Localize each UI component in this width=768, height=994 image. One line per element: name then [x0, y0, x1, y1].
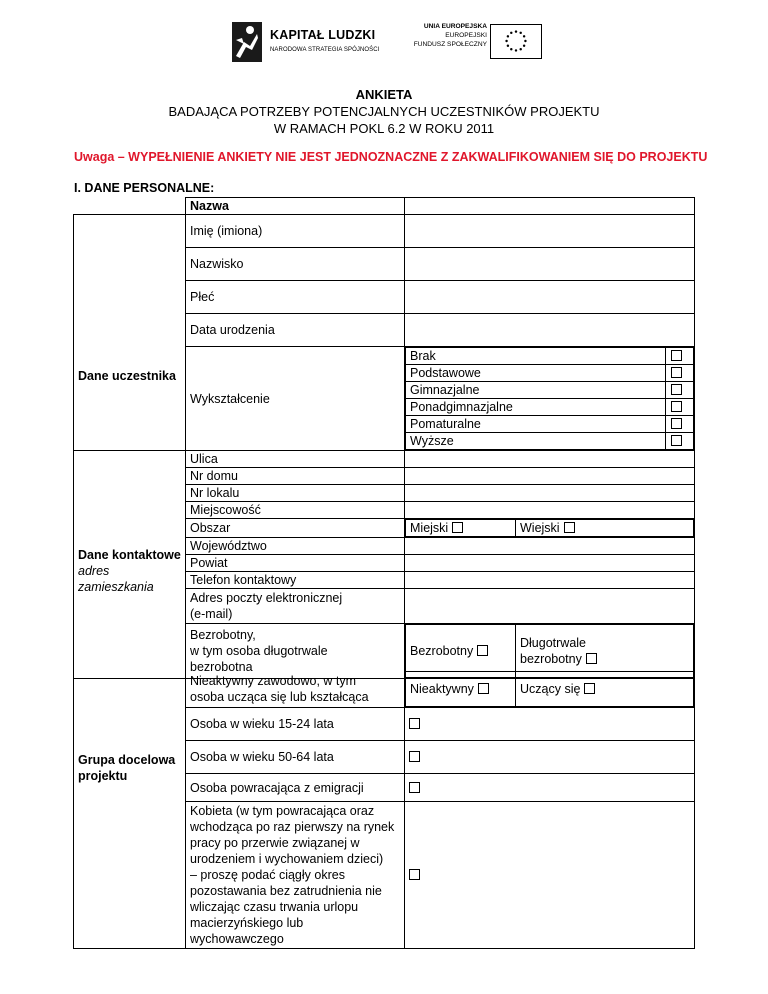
kapital-ludzki-title: KAPITAŁ LUDZKI — [270, 28, 376, 42]
header-empty-cell — [74, 198, 186, 215]
label-woman-line-9: wychowawczego — [190, 932, 284, 946]
eu-line-1: UNIA EUROPEJSKA — [423, 23, 487, 30]
group-target-label-line-2: projektu — [78, 769, 128, 783]
checkbox-longterm-unemployed[interactable] — [586, 653, 597, 664]
kapital-ludzki-subtitle: NARODOWA STRATEGIA SPÓJNOŚCI — [270, 47, 380, 53]
label-flat-no: Nr lokalu — [186, 485, 405, 502]
group-contact — [74, 451, 186, 679]
area-urban-cell — [406, 520, 516, 537]
label-woman-line-3: pracy po przerwie związanej w — [190, 836, 360, 850]
inactive-cell — [406, 672, 516, 707]
label-inactive — [186, 671, 405, 708]
unemployed-cell — [406, 625, 516, 678]
longterm-line-1: Długotrwale — [520, 636, 587, 650]
inactive-options-split — [405, 671, 694, 707]
title-block — [0, 86, 768, 137]
label-inactive-line-2: osoba ucząca się lub kształcąca — [190, 690, 369, 704]
personal-data-table — [73, 197, 695, 679]
group-participant-label: Dane uczestnika — [78, 368, 176, 383]
kapital-ludzki-mark-icon — [230, 20, 264, 64]
input-street[interactable] — [405, 451, 695, 468]
row-first-name — [74, 215, 695, 248]
section-title: I. DANE PERSONALNE: — [74, 181, 215, 195]
checkbox-edu-brak[interactable] — [671, 350, 682, 361]
label-area: Obszar — [186, 519, 405, 538]
eu-line-3: FUNDUSZ SPOŁECZNY — [413, 41, 487, 48]
label-woman-line-7: wliczając czasu trwania urlopu — [190, 900, 359, 914]
input-birth-date[interactable] — [405, 314, 695, 347]
label-last-name: Nazwisko — [186, 248, 405, 281]
input-house-no[interactable] — [405, 468, 695, 485]
checkbox-edu-gimnazjalne[interactable] — [671, 384, 682, 395]
edu-option-pomaturalne: Pomaturalne — [406, 416, 666, 433]
checkbox-woman[interactable] — [409, 869, 420, 880]
emigration-cell — [405, 774, 695, 802]
logo-bar — [0, 18, 768, 68]
label-birth-date: Data urodzenia — [186, 314, 405, 347]
unemployed-option-label: Bezrobotny — [410, 644, 474, 658]
checkbox-learning[interactable] — [584, 683, 595, 694]
checkbox-age-50-64[interactable] — [409, 751, 420, 762]
input-phone[interactable] — [405, 572, 695, 589]
education-options — [405, 347, 695, 451]
eu-text — [414, 22, 487, 49]
area-rural-label: Wiejski — [520, 521, 560, 535]
checkbox-area-urban[interactable] — [452, 522, 463, 533]
label-age-15-24: Osoba w wieku 15-24 lata — [186, 708, 405, 741]
label-email — [186, 589, 405, 624]
edu-option-gimnazjalne: Gimnazjalne — [406, 382, 666, 399]
label-house-no: Nr domu — [186, 468, 405, 485]
inactive-options-row — [406, 672, 694, 707]
age-50-64-cell — [405, 741, 695, 774]
edu-option-row — [406, 382, 694, 399]
label-unemployed-line-3: bezrobotna — [190, 660, 253, 674]
input-last-name[interactable] — [405, 248, 695, 281]
education-options-list — [405, 347, 694, 450]
label-city: Miejscowość — [186, 502, 405, 519]
label-woman-line-6: pozostawania bez zatrudnienia nie — [190, 884, 382, 898]
column-header-nazwa: Nazwa — [186, 198, 405, 215]
row-inactive — [74, 671, 695, 708]
input-voivodeship[interactable] — [405, 538, 695, 555]
area-urban-label: Miejski — [410, 521, 449, 535]
longterm-line-2: bezrobotny — [520, 652, 582, 666]
label-woman-line-1: Kobieta (w tym powracająca oraz — [190, 804, 375, 818]
edu-option-row — [406, 348, 694, 365]
edu-option-row — [406, 433, 694, 450]
group-contact-label: Dane kontaktowe — [78, 547, 181, 562]
edu-option-row — [406, 365, 694, 382]
learning-option-label: Uczący się — [520, 682, 581, 696]
input-city[interactable] — [405, 502, 695, 519]
checkbox-edu-podstawowe[interactable] — [671, 367, 682, 378]
edu-option-ponadgimnazjalne: Ponadgimnazjalne — [406, 399, 666, 416]
label-unemployed-line-2: w tym osoba długotrwale — [190, 644, 328, 658]
label-phone: Telefon kontaktowy — [186, 572, 405, 589]
label-first-name: Imię (imiona) — [186, 215, 405, 248]
label-woman-line-2: wchodząca po raz pierwszy na rynek — [190, 820, 395, 834]
input-email[interactable] — [405, 589, 695, 624]
label-county: Powiat — [186, 555, 405, 572]
checkbox-emigration[interactable] — [409, 782, 420, 793]
edu-option-podstawowe: Podstawowe — [406, 365, 666, 382]
eu-line-2: EUROPEJSKI — [445, 32, 487, 39]
label-street: Ulica — [186, 451, 405, 468]
area-options-row — [406, 520, 694, 537]
checkbox-edu-ponadgimnazjalne[interactable] — [671, 401, 682, 412]
header-value-cell — [405, 198, 695, 215]
checkbox-age-15-24[interactable] — [409, 718, 420, 729]
label-sex: Płeć — [186, 281, 405, 314]
group-target — [74, 671, 186, 949]
group-target-label-line-1: Grupa docelowa — [78, 753, 176, 767]
survey-title: ANKIETA — [355, 87, 413, 102]
edu-option-wyzsze: Wyższe — [406, 433, 666, 450]
kapital-ludzki-logo — [230, 20, 390, 64]
learning-cell — [516, 672, 694, 707]
unemployed-options-row — [406, 625, 694, 678]
checkbox-unemployed[interactable] — [477, 645, 488, 656]
label-email-line-1: Adres poczty elektronicznej — [190, 591, 343, 605]
area-options — [405, 519, 695, 538]
row-street — [74, 451, 695, 468]
checkbox-edu-wyzsze[interactable] — [671, 435, 682, 446]
eu-flag-icon — [490, 24, 542, 59]
label-emigration: Osoba powracająca z emigracji — [186, 774, 405, 802]
input-first-name[interactable] — [405, 215, 695, 248]
age-15-24-cell — [405, 708, 695, 741]
target-group-table — [73, 671, 695, 949]
inactive-option-label: Nieaktywny — [410, 682, 474, 696]
input-county[interactable] — [405, 555, 695, 572]
unemployed-options-split — [405, 624, 694, 678]
label-woman-line-4: urodzeniem i wychowaniem dzieci) — [190, 852, 384, 866]
eu-logo — [405, 20, 545, 64]
input-flat-no[interactable] — [405, 485, 695, 502]
input-sex[interactable] — [405, 281, 695, 314]
label-woman-line-8: macierzyńskiego lub — [190, 916, 304, 930]
checkbox-area-rural[interactable] — [564, 522, 575, 533]
group-participant — [74, 215, 186, 451]
label-voivodeship: Województwo — [186, 538, 405, 555]
group-contact-sublabel: adres zamieszkania — [78, 563, 154, 594]
checkbox-inactive[interactable] — [478, 683, 489, 694]
edu-option-row — [406, 416, 694, 433]
area-rural-cell — [516, 520, 694, 537]
label-age-50-64: Osoba w wieku 50-64 lata — [186, 741, 405, 774]
label-woman — [186, 802, 405, 949]
longterm-cell — [516, 625, 694, 678]
inactive-options — [405, 671, 695, 708]
area-options-split — [405, 519, 694, 537]
label-email-line-2: (e-mail) — [190, 607, 233, 621]
table-header-row — [74, 198, 695, 215]
woman-cell — [405, 802, 695, 949]
edu-option-brak: Brak — [406, 348, 666, 365]
edu-option-row — [406, 399, 694, 416]
label-inactive-line-1: Nieaktywny zawodowo, w tym — [190, 674, 357, 688]
survey-subtitle-2: W RAMACH POKL 6.2 W ROKU 2011 — [273, 121, 495, 136]
checkbox-edu-pomaturalne[interactable] — [671, 418, 682, 429]
survey-subtitle-1: BADAJĄCA POTRZEBY POTENCJALNYCH UCZESTNIKÓW PROJEKTU — [168, 104, 600, 119]
label-unemployed-line-1: Bezrobotny, — [190, 628, 256, 642]
label-education: Wykształcenie — [186, 347, 405, 451]
label-woman-line-5: – proszę podać ciągły okres — [190, 868, 345, 882]
warning-notice: Uwaga – WYPEŁNIENIE ANKIETY NIE JEST JEDNOZNACZNE Z ZAKWALIFIKOWANIEM SIĘ DO PROJEKTU — [74, 150, 708, 164]
